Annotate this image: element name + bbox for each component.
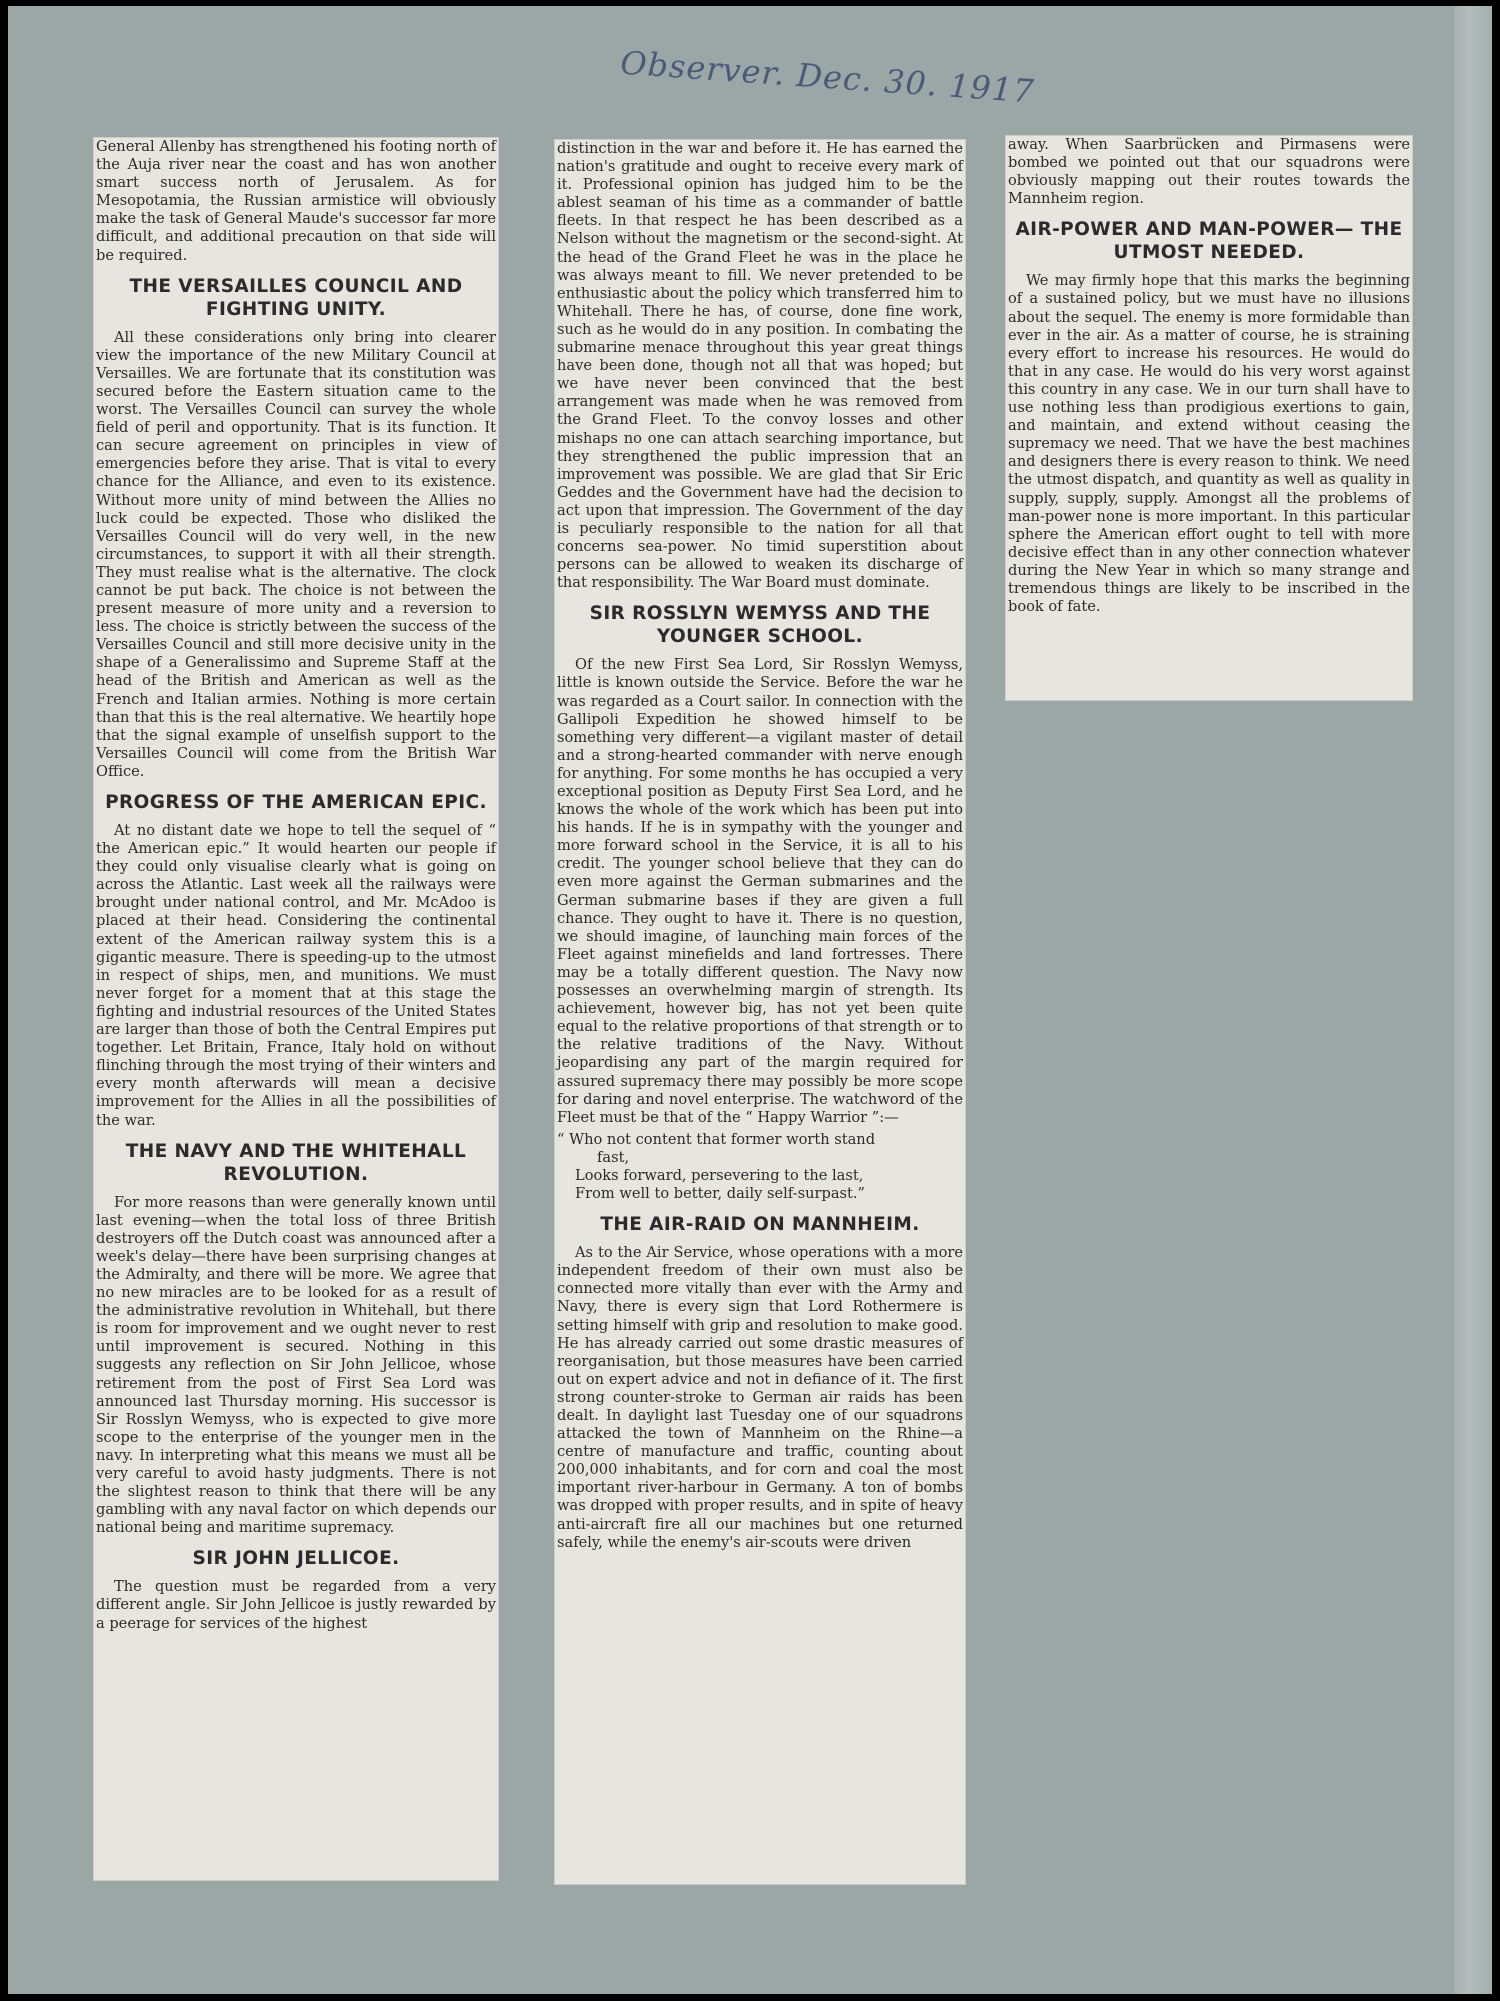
article-heading: THE AIR-RAID ON MANNHEIM.: [600, 1214, 920, 1236]
article-paragraph: We may firmly hope that this marks the beginning of a sustained policy, but we must have no illusions about the sequel. The enemy is more formidable than ever in the air. As a matter of course, he is straining every effort to increase his resources. He would do that in any case. He would do his very worst against this country in any case. We in our turn shall have to use nothing less than prodigious exertions to gain, and maintain, and extend without ceasing the supremacy we need. That we have the best machines and designers there is every reason to think. We need the utmost dispatch, and quantity as well as quality in supply, supply, supply. Amongst all the problems of man-power none is more important. In this particular sphere the American effort ought to tell with more decisive effect than in any other connection whatever during the New Year in which so many strange and tremendous things are likely to be inscribed in the book of fate.: [1008, 272, 1410, 616]
poem-quotation: [557, 1131, 963, 1203]
article-heading: THE VERSAILLES COUNCIL AND FIGHTING UNITY.: [129, 275, 463, 320]
article-paragraph: The question must be regarded from a very different angle. Sir John Jellicoe is justly rewarded by a peerage for services of the highest: [96, 1578, 496, 1632]
quote-line: From well to better, daily self-surpast.”: [575, 1185, 865, 1203]
article-paragraph: At no distant date we hope to tell the sequel of “ the American epic.” It would hearten our people if they could only visualise clearly what is going on across the Atlantic. Last week all the railways were brought under national control, and Mr. McAdoo is placed at their head. Considering the continental extent of the American railway system this is a gigantic measure. There is speeding-up to the utmost in respect of ships, men, and munitions. We must never forget for a moment that at this stage the fighting and industrial resources of the United States are larger than those of both the Central Empires put together. Let Britain, France, Italy hold on without flinching through the most trying of their winters and every month afterwards will mean a decisive improvement for the Allies in all the possibilities of the war.: [96, 822, 496, 1129]
quote-line: fast,: [597, 1148, 630, 1166]
article-heading: THE NAVY AND THE WHITEHALL REVOLUTION.: [125, 1140, 467, 1185]
article-paragraph: General Allenby has strengthened his footing north of the Auja river near the coast and has won another smart success north of Jerusalem. As for Mesopotamia, the Russian armistice will obviously make the task of General Maude's successor far more difficult, and additional precaution on that side will be required.: [96, 138, 496, 264]
newspaper-clipping-column-1: [94, 138, 498, 1880]
article-heading: AIR-POWER AND MAN-POWER— THE UTMOST NEEDED.: [1015, 219, 1403, 264]
article-paragraph: For more reasons than were generally known until last evening—when the total loss of three British destroyers off the Dutch coast was announced after a week's delay—there have been surprising changes at the Admiralty, and there will be more. We agree that no new miracles are to be looked for as a result of the administrative revolution in Whitehall, but there is room for improvement and we ought never to rest until improvement is secured. Nothing in this suggests any reflection on Sir John Jellicoe, whose retirement from the post of First Sea Lord was announced last Thursday morning. His successor is Sir Rosslyn Wemyss, who is expected to give more scope to the enterprise of the younger men in the navy. In interpreting what this means we must all be very careful to avoid hasty judgments. There is not the slightest reason to think that there will be any gambling with any naval factor on which depends our national being and maritime supremacy.: [96, 1193, 496, 1537]
article-paragraph: away. When Saarbrücken and Pirmasens were bombed we pointed out that our squadrons were obviously mapping out their routes towards the Mannheim region.: [1008, 136, 1410, 208]
article-paragraph: All these considerations only bring into clearer view the importance of the new Military Council at Versailles. We are fortunate that its constitution was secured before the Eastern situation came to the worst. The Versailles Council can survey the whole field of peril and opportunity. That is its function. It can secure agreement on principles in view of emergencies before they arise. That is vital to every chance for the Alliance, and even to its existence. Without more unity of mind between the Allies no luck could be expected. Those who disliked the Versailles Council will do very well, in the new circumstances, to support it with all their strength. They must realise what is the alternative. The clock cannot be put back. The choice is not between the present measure of more unity and a reversion to less. The choice is strictly between the success of the Versailles Council and still more decisive unity in the shape of a Generalissimo and Supreme Staff at the head of the British and American as well as the French and Italian armies. Nothing is more certain than that this is the real alternative. We heartily hope that the signal example of unselfish support to the Versailles Council will come from the British War Office.: [96, 328, 496, 780]
article-heading: PROGRESS OF THE AMERICAN EPIC.: [105, 792, 487, 813]
newspaper-clipping-column-2: [555, 140, 965, 1884]
newspaper-clipping-column-3: [1006, 136, 1412, 700]
article-paragraph: distinction in the war and before it. He has earned the nation's gratitude and ought to receive every mark of it. Professional opinion has judged him to be the ablest seaman of his time as a commander of battle fleets. In that respect he has been described as a Nelson without the magnetism or the second-sight. At the head of the Grand Fleet he was in the place he was always meant to fill. We never pretended to be enthusiastic about the policy which transferred him to Whitehall. There he has, of course, done fine work, such as he would do in any position. In combating the submarine menace throughout this year great things have been done, though not all that was hoped; but we have never been convinced that the best arrangement was made when he was removed from the Grand Fleet. To the convoy losses and other mishaps no one can attach searching importance, but they strengthened the public impression that an improvement was possible. We are glad that Sir Eric Geddes and the Government have had the decision to act upon that impression. The Government of the day is peculiarly responsible to the nation for all that concerns sea-power. No timid superstition about persons can be allowed to weaken its discharge of that responsibility. The War Board must dominate.: [557, 140, 963, 592]
quote-line: “ Who not content that former worth stand: [557, 1130, 876, 1148]
article-paragraph: As to the Air Service, whose operations with a more independent freedom of their own must also be connected more vitally than ever with the Army and Navy, there is every sign that Lord Rothermere is setting himself with grip and resolution to make good. He has already carried out some drastic measures of reorganisation, but those measures have been carried out on expert advice and not in defiance of it. The first strong counter-stroke to German air raids has been dealt. In daylight last Tuesday one of our squadrons attacked the town of Mannheim on the Rhine—a centre of manufacture and traffic, counting about 200,000 inhabitants, and for corn and coal the most important river-harbour in Germany. A ton of bombs was dropped with proper results, and in spite of heavy anti-aircraft fire all our machines but one returned safely, while the enemy's air-scouts were driven: [557, 1244, 963, 1551]
quote-line: Looks forward, persevering to the last,: [575, 1166, 864, 1184]
article-heading: SIR ROSSLYN WEMYSS AND THE YOUNGER SCHOOL.: [589, 603, 931, 648]
article-paragraph: Of the new First Sea Lord, Sir Rosslyn Wemyss, little is known outside the Service. Before the war he was regarded as a Court sailor. In connection with the Gallipoli Expedition he showed himself to be something very different—a vigilant master of detail and a strong-hearted commander with nerve enough for anything. For some months he has occupied a very exceptional position as Deputy First Sea Lord, and he knows the whole of the work which has been put into his hands. If he is in sympathy with the younger and more forward school in the Service, it is all to his credit. The younger school believe that they can do even more against the German submarines and the German submarine bases if they are given a full chance. They ought to have it. There is no question, we should imagine, of launching main forces of the Fleet against minefields and land fortresses. There may be a totally different question. The Navy now possesses an overwhelming margin of strength. Its achievement, however big, has not yet been quite equal to the relative proportions of that strength or to the relative traditions of the Navy. Without jeopardising any part of the margin required for assured supremacy there may possibly be more scope for daring and novel enterprise. The watchword of the Fleet must be that of the “ Happy Warrior ”:—: [557, 656, 963, 1126]
handwritten-annotation: Observer. Dec. 30. 1917: [619, 43, 1036, 111]
article-heading: SIR JOHN JELLICOE.: [192, 1548, 400, 1570]
page-binding-edge: [1454, 6, 1492, 1994]
